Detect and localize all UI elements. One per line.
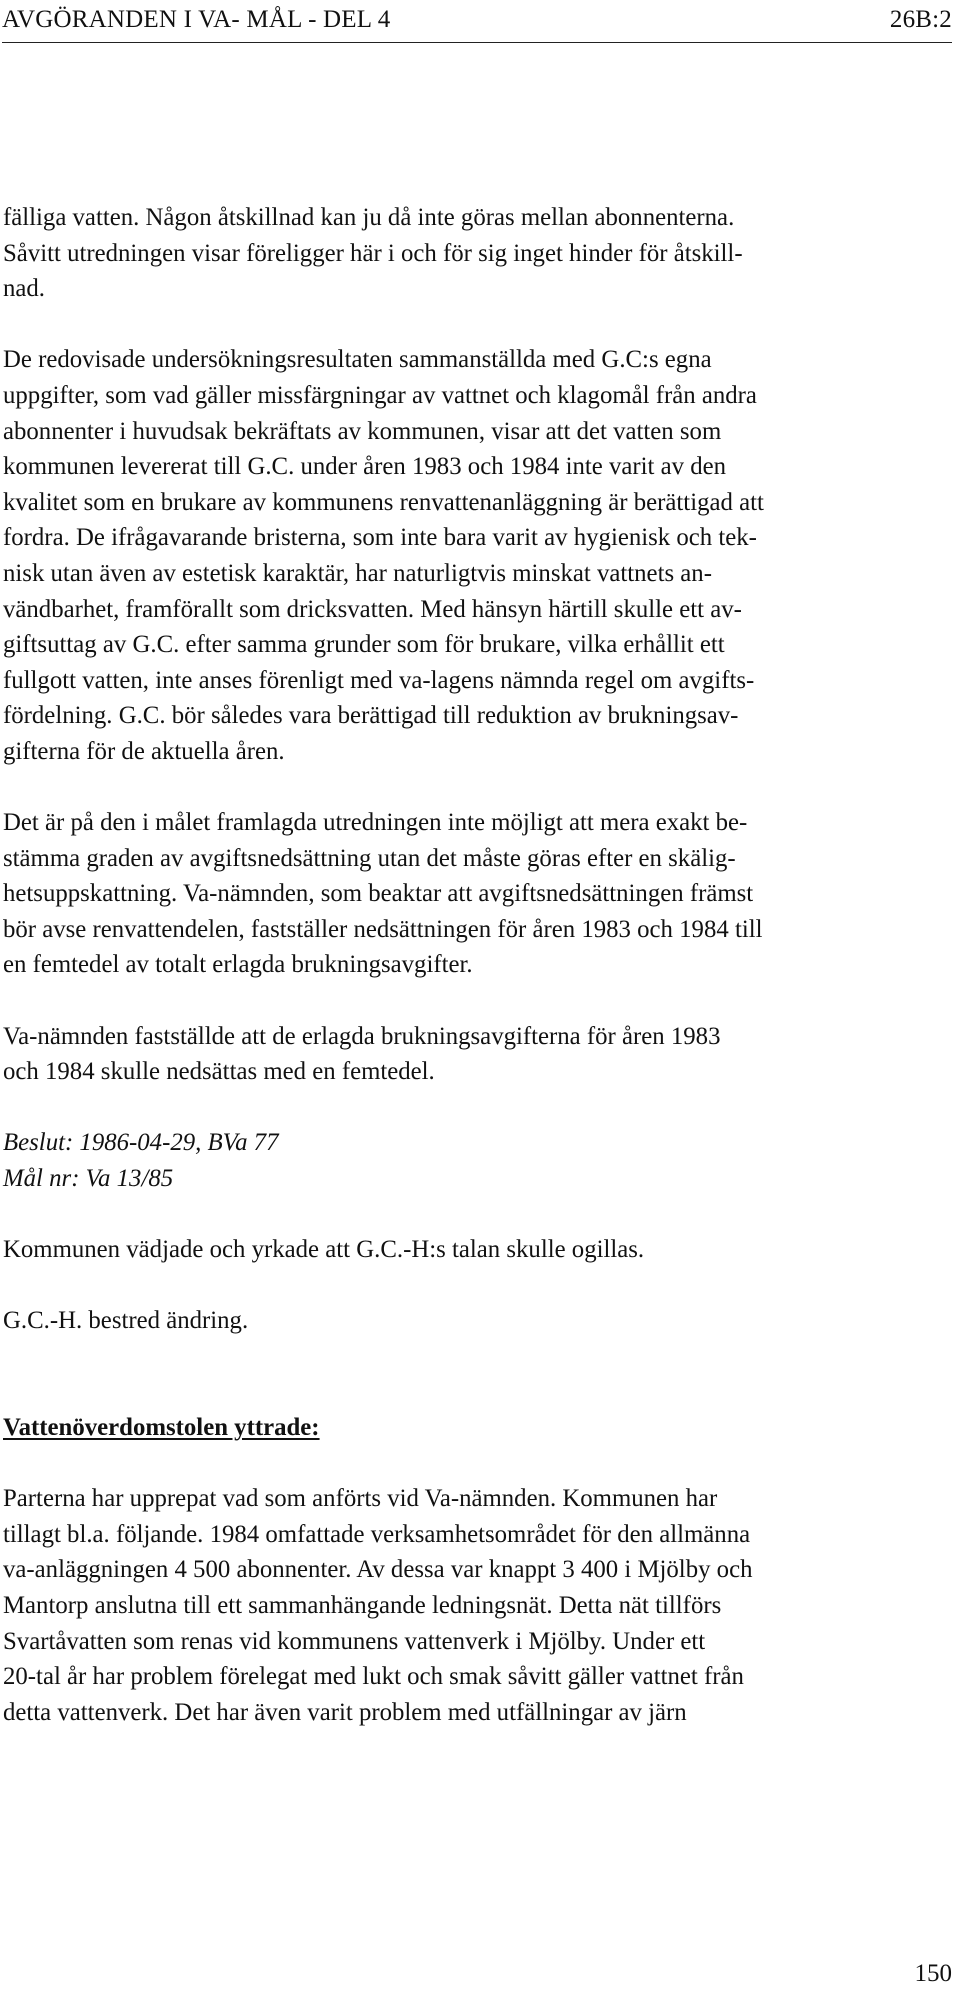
paragraph-1: [3, 200, 948, 307]
text-line: Såvitt utredningen visar föreligger här i och för sig inget hinder för åtskill-: [3, 239, 743, 267]
text-line: hetsuppskattning. Va-nämnden, som beaktar att avgiftsnedsättningen främst: [3, 880, 754, 908]
text-line: Va-nämnden fastställde att de erlagda brukningsavgifterna för åren 1983: [3, 1022, 721, 1050]
text-line: Mantorp anslutna till ett sammanhängande ledningsnät. Detta nät tillförs: [3, 1591, 722, 1619]
decision-reference: [3, 1125, 948, 1196]
text-line: fälliga vatten. Någon åtskillnad kan ju då inte göras mellan abonnenterna.: [3, 204, 735, 231]
header-divider: [2, 42, 952, 43]
text-line: vändbarhet, framförallt som dricksvatten. Med hänsyn härtill skulle ett av-: [3, 595, 742, 623]
paragraph-2: [3, 342, 948, 769]
section-heading: Vattenöverdomstolen yttrade:: [3, 1414, 320, 1441]
text-line: och 1984 skulle nedsättas med en femtedel.: [3, 1058, 435, 1086]
text-line: detta vattenverk. Det har även varit problem med utfällningar av järn: [3, 1698, 687, 1726]
text-line: fordra. De ifrågavarande bristerna, som inte bara varit av hygienisk och tek-: [3, 524, 757, 552]
paragraph-3: [3, 805, 948, 983]
text-line: fördelning. G.C. bör således vara berättigad till reduktion av brukningsav-: [3, 702, 739, 730]
text-line: uppgifter, som vad gäller missfärgningar av vattnet och klagomål från andra: [3, 381, 757, 409]
text-line: De redovisade undersökningsresultaten sammanställda med G.C:s egna: [3, 346, 712, 374]
case-number: Mål nr: Va 13/85: [3, 1165, 174, 1193]
text-line: G.C.-H. bestred ändring.: [3, 1307, 249, 1335]
paragraph-7: [3, 1481, 948, 1730]
text-line: en femtedel av totalt erlagda brukningsavgifter.: [3, 951, 473, 979]
text-line: bör avse renvattendelen, fastställer nedsättningen för åren 1983 och 1984 till: [3, 915, 763, 943]
text-line: gifterna för de aktuella åren.: [3, 737, 285, 765]
text-line: Parterna har upprepat vad som anförts vid Va-nämnden. Kommunen har: [3, 1485, 718, 1513]
running-header: [2, 6, 952, 42]
decision-date: Beslut: 1986-04-29, BVa 77: [3, 1129, 279, 1157]
document-body: [3, 200, 948, 1730]
text-line: Kommunen vädjade och yrkade att G.C.-H:s talan skulle ogillas.: [3, 1236, 645, 1264]
text-line: abonnenter i huvudsak bekräftats av kommunen, visar att det vatten som: [3, 417, 722, 445]
section-heading-wrap: [3, 1410, 948, 1446]
text-line: Det är på den i målet framlagda utredningen inte möjligt att mera exakt be-: [3, 809, 748, 837]
text-line: va-anläggningen 4 500 abonnenter. Av dessa var knappt 3 400 i Mjölby och: [3, 1556, 753, 1584]
paragraph-5: [3, 1232, 948, 1268]
text-line: nad.: [3, 275, 46, 303]
text-line: kvalitet som en brukare av kommunens renvattenanläggning är berättigad att: [3, 488, 764, 516]
header-section-code: 26B:2: [889, 6, 952, 33]
text-line: kommunen levererat till G.C. under åren 1983 och 1984 inte varit av den: [3, 453, 727, 481]
paragraph-6: [3, 1303, 948, 1339]
page-number: 150: [914, 1960, 952, 1987]
text-line: fullgott vatten, inte anses förenligt med va-lagens nämnda regel om avgifts-: [3, 666, 755, 694]
text-line: nisk utan även av estetisk karaktär, har naturligtvis minskat vattnets an-: [3, 559, 712, 587]
paragraph-4: [3, 1019, 948, 1090]
text-line: Svartåvatten som renas vid kommunens vattenverk i Mjölby. Under ett: [3, 1627, 706, 1655]
text-line: tillagt bl.a. följande. 1984 omfattade verksamhetsområdet för den allmänna: [3, 1520, 751, 1548]
text-line: stämma graden av avgiftsnedsättning utan det måste göras efter en skälig-: [3, 844, 736, 872]
header-title: AVGÖRANDEN I VA- MÅL - DEL 4: [2, 6, 391, 33]
text-line: giftsuttag av G.C. efter samma grunder som för brukare, vilka erhållit ett: [3, 631, 725, 659]
text-line: 20-tal år har problem förelegat med lukt och smak såvitt gäller vattnet från: [3, 1663, 744, 1691]
